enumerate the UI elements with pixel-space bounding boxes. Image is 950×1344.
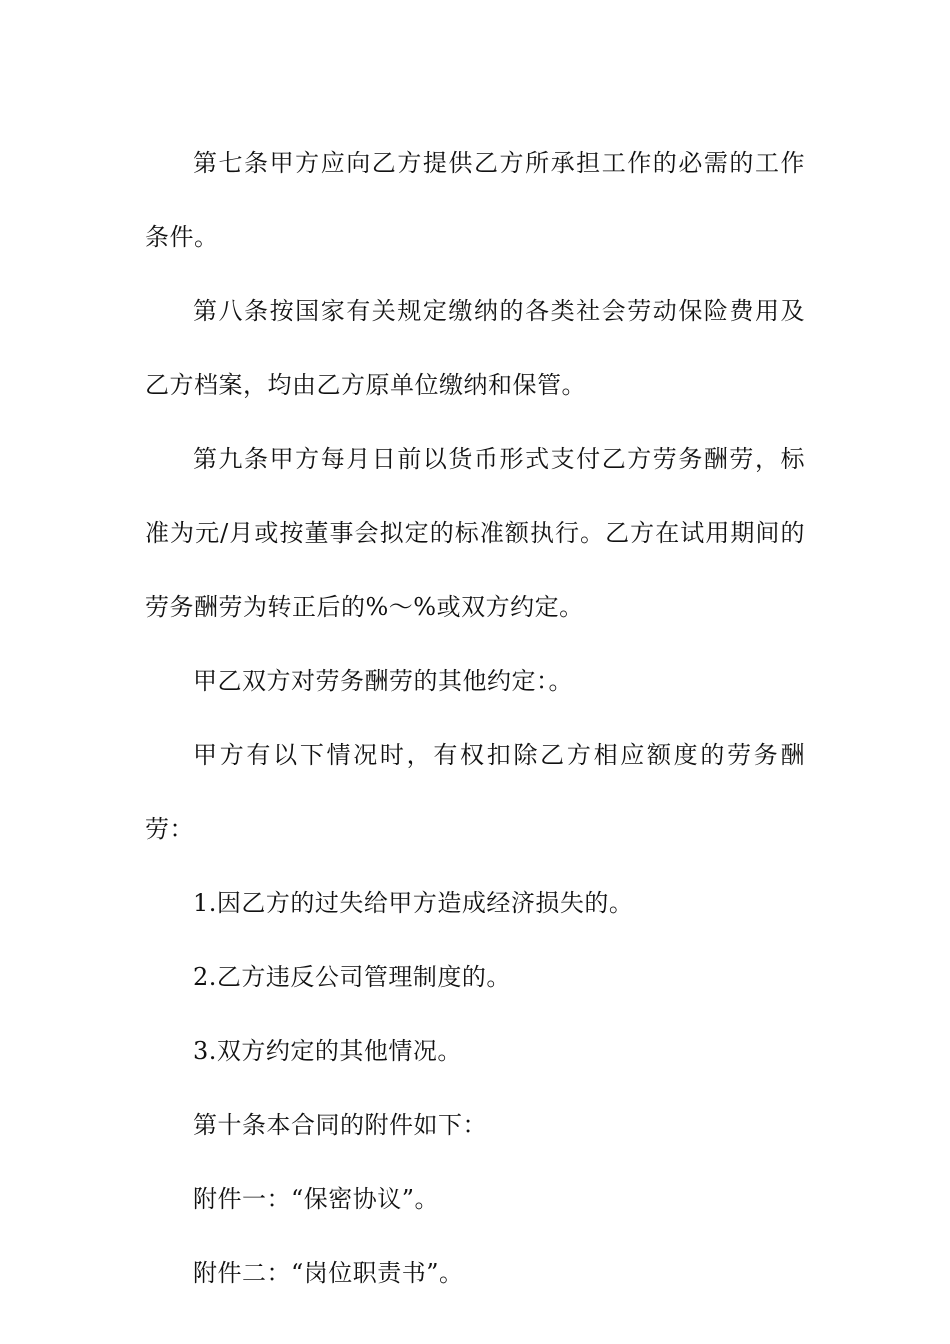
list-item-1: 1.因乙方的过失给甲方造成经济损失的。 [193, 889, 634, 917]
paragraph-article-7: 第七条甲方应向乙方提供乙方所承担工作的必需的工作条件。 [145, 149, 805, 251]
list-item-2: 2.乙方违反公司管理制度的。 [193, 963, 511, 991]
paragraph-other-agreement: 甲乙双方对劳务酬劳的其他约定：。 [193, 667, 573, 695]
list-item-3: 3.双方约定的其他情况。 [193, 1037, 462, 1065]
paragraph-article-9: 第九条甲方每月日前以货币形式支付乙方劳务酬劳，标准为元/月或按董事会拟定的标准额执行。乙方在试用期间的劳务酬劳为转正后的%～%或双方约定。 [145, 445, 805, 621]
attachment-1: 附件一：“保密协议”。 [193, 1185, 440, 1213]
document-body [145, 126, 805, 1310]
paragraph-article-10: 第十条本合同的附件如下： [193, 1111, 487, 1139]
paragraph-deduction-conditions: 甲方有以下情况时，有权扣除乙方相应额度的劳务酬劳： [145, 741, 805, 843]
paragraph-article-8: 第八条按国家有关规定缴纳的各类社会劳动保险费用及乙方档案，均由乙方原单位缴纳和保管。 [145, 297, 805, 399]
attachment-2: 附件二：“岗位职责书”。 [193, 1259, 464, 1287]
